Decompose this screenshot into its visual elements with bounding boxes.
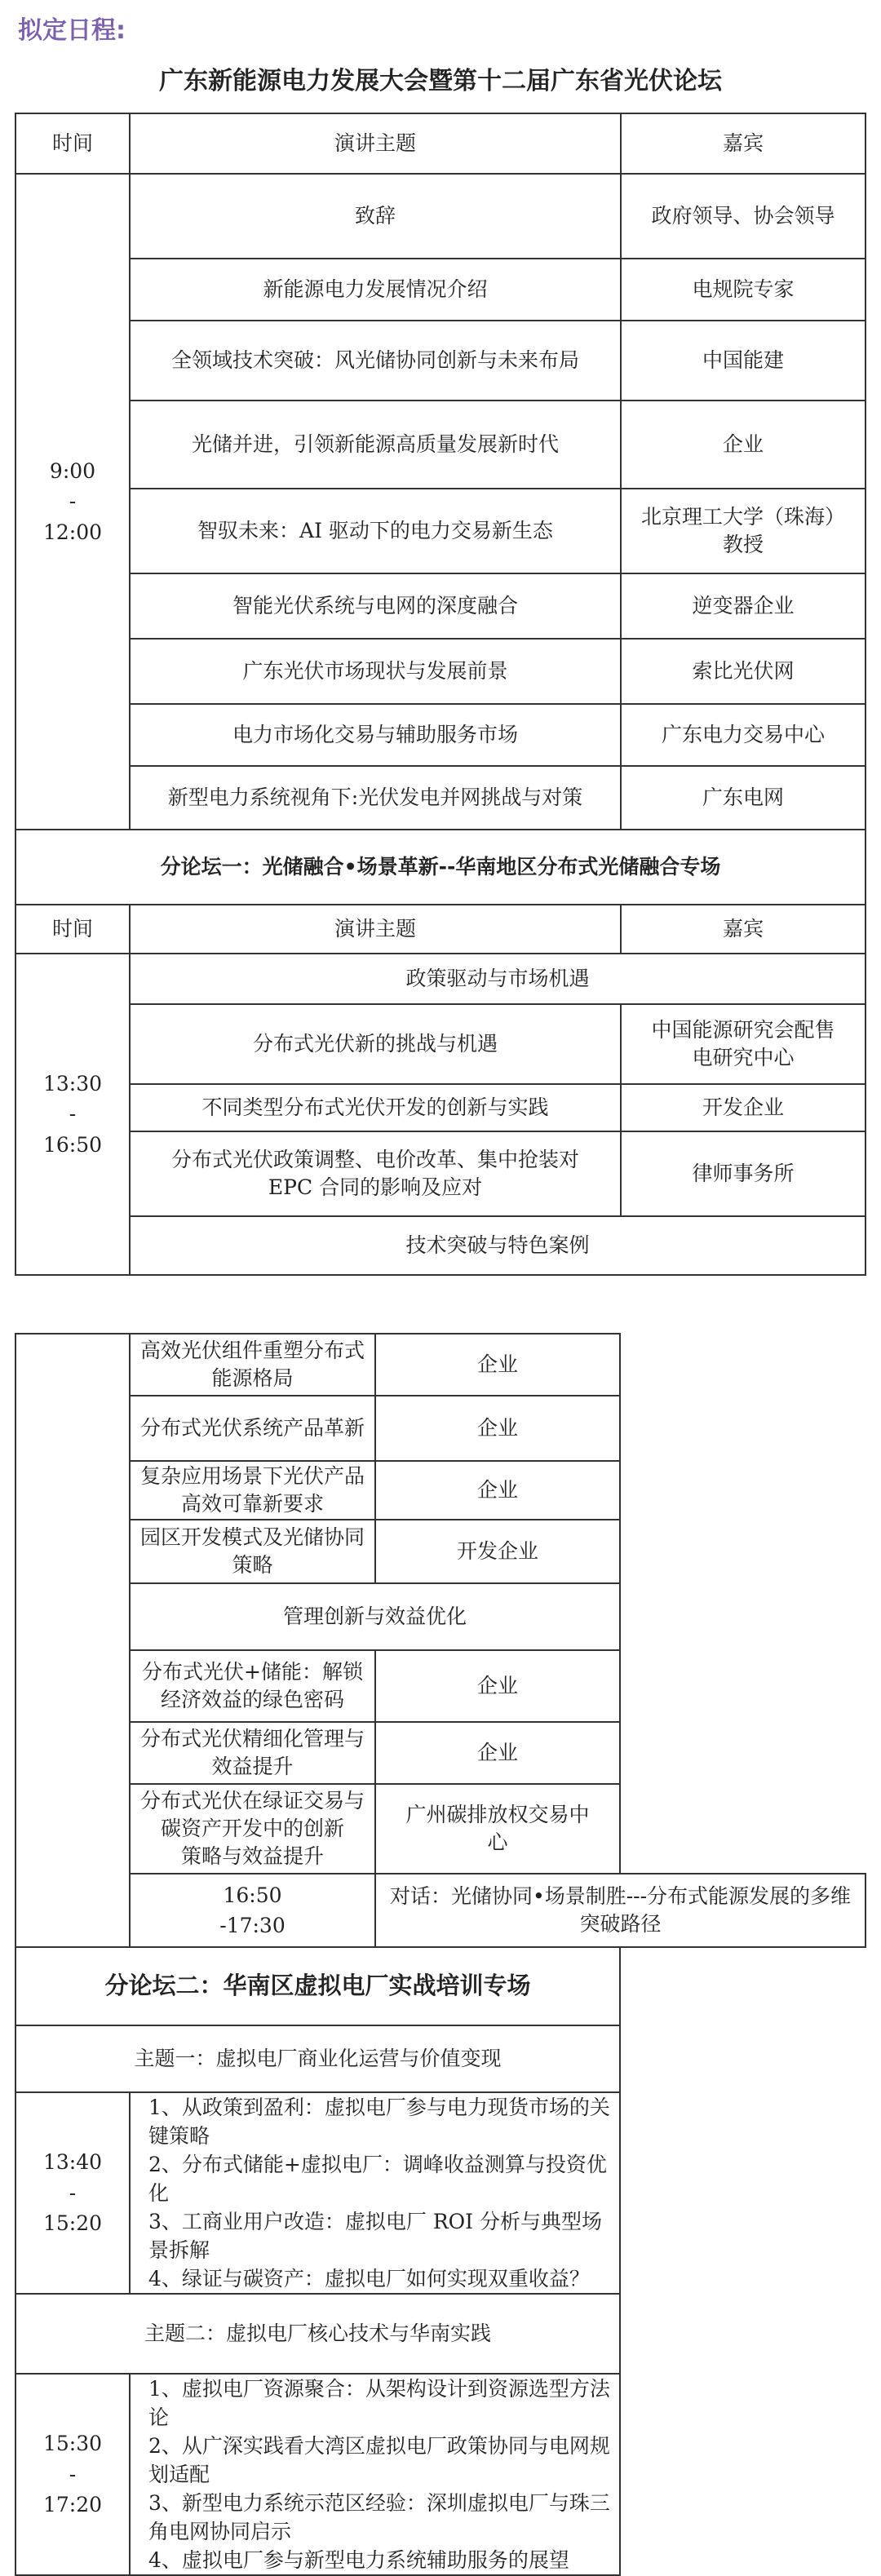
table-row [15,401,866,489]
guest-cell: 中国能源研究会配售 电研究中心 [621,1004,866,1084]
guest-cell: 律师事务所 [621,1131,866,1216]
table-row [15,489,866,573]
topic-cell: 光储并进，引领新能源高质量发展新时代 [130,401,621,489]
topic-cell: 电力市场化交易与辅助服务市场 [130,704,621,766]
table-row [15,1722,866,1784]
topic-cell: 分布式光伏新的挑战与机遇 [130,1004,621,1084]
forum2-title: 分论坛二：华南区虚拟电厂实战培训专场 [15,1947,620,2025]
forum1-title-row [15,830,866,905]
section-row [15,1216,866,1275]
dialogue-row [15,1874,866,1947]
guest-cell: 开发企业 [375,1520,620,1583]
guest-cell: 企业 [375,1461,620,1520]
schedule-heading: 拟定日程: [18,16,126,45]
topic-cell: 复杂应用场景下光伏产品高效可靠新要求 [130,1461,375,1520]
guest-cell: 广州碳排放权交易中 心 [375,1784,620,1874]
topic-cell: 全领域技术突破：风光储协同创新与未来布局 [130,321,621,401]
table-row [15,639,866,704]
topic-cell: 分布式光伏+储能：解锁经济效益的绿色密码 [130,1650,375,1722]
block1-time: 13:40 - 15:20 [15,2092,130,2294]
morning-time: 9:00 - 12:00 [15,174,130,830]
list-item: 3、工商业用户改造：虚拟电厂 ROI 分析与典型场景拆解 [148,2210,602,2262]
topic-cell: 广东光伏市场现状与发展前景 [130,639,621,704]
guest-cell: 企业 [375,1650,620,1722]
list-item: 1、虚拟电厂资源聚合：从架构设计到资源选型方法论 [148,2377,610,2429]
topic-cell: 分布式光伏精细化管理与效益提升 [130,1722,375,1784]
table-row [15,1396,866,1461]
topic-cell: 分布式光伏系统产品革新 [130,1396,375,1461]
theme-row [15,2294,866,2374]
table-row [15,573,866,639]
header-guest: 嘉宾 [621,113,866,174]
section-title: 管理创新与效益优化 [130,1583,620,1650]
guest-cell: 政府领导、协会领导 [621,174,866,259]
list-item: 4、虚拟电厂参与新型电力系统辅助服务的展望 [148,2548,569,2572]
section-title: 政策驱动与市场机遇 [130,954,866,1004]
topic-cell: 高效光伏组件重塑分布式能源格局 [130,1334,375,1396]
forum1-time: 13:30 - 16:50 [15,954,130,1275]
list-item: 1、从政策到盈利：虚拟电厂参与电力现货市场的关键策略 [148,2096,610,2148]
theme1-list [130,2092,620,2294]
header-topic: 演讲主题 [130,113,621,174]
forum2-title-row [15,1947,866,2025]
guest-cell: 北京理工大学（珠海） 教授 [621,489,866,573]
table-row [15,1520,866,1583]
table-row [15,1004,866,1084]
topic-cell: 新能源电力发展情况介绍 [130,259,621,321]
table-row [15,1784,866,1874]
topic-cell: 园区开发模式及光储协同策略 [130,1520,375,1583]
guest-cell: 广东电力交易中心 [621,704,866,766]
topic-cell: 分布式光伏在绿证交易与碳资产开发中的创新 策略与效益提升 [130,1784,375,1874]
header-topic: 演讲主题 [130,905,621,954]
guest-cell: 企业 [621,401,866,489]
list-item: 2、分布式储能+虚拟电厂：调峰收益测算与投资优化 [148,2153,607,2205]
guest-cell: 企业 [375,1396,620,1461]
table-row [15,1131,866,1216]
topic-cell: 智驭未来：AI 驱动下的电力交易新生态 [130,489,621,573]
list-item: 4、绿证与碳资产：虚拟电厂如何实现双重收益？ [148,2267,590,2291]
topic-cell: 分布式光伏政策调整、电价改革、集中抢装对 EPC 合同的影响及应对 [130,1131,621,1216]
block2-time: 15:30 - 17:20 [15,2374,130,2575]
table-row [15,259,866,321]
schedule-table-2 [15,1333,866,2576]
guest-cell: 企业 [375,1722,620,1784]
topic-cell: 智能光伏系统与电网的深度融合 [130,573,621,639]
page-title: 广东新能源电力发展大会暨第十二届广东省光伏论坛 [159,67,722,95]
dialogue-time: 16:50 -17:30 [130,1874,375,1947]
table-row [15,1650,866,1722]
section-row [15,1583,866,1650]
table-row [15,174,866,259]
header-guest: 嘉宾 [621,905,866,954]
guest-cell: 广东电网 [621,766,866,830]
theme1-title: 主题一：虚拟电厂商业化运营与价值变现 [15,2025,620,2092]
list-item: 2、从广深实践看大湾区虚拟电厂政策协同与电网规划适配 [148,2434,610,2486]
table-row [15,321,866,401]
guest-cell: 开发企业 [621,1084,866,1131]
theme-row [15,2025,866,2092]
forum1-title: 分论坛一：光储融合•场景革新--华南地区分布式光储融合专场 [15,830,866,905]
theme2-list [130,2374,620,2575]
list-item: 3、新型电力系统示范区经验：深圳虚拟电厂与珠三角电网协同启示 [148,2491,610,2543]
header-time: 时间 [15,113,130,174]
table-row [15,704,866,766]
dialogue-topic: 对话：光储协同•场景制胜---分布式能源发展的多维突破路径 [375,1874,866,1947]
table-row [15,1334,866,1396]
table-row [15,1461,866,1520]
guest-cell: 电规院专家 [621,259,866,321]
topic-cell: 不同类型分布式光伏开发的创新与实践 [130,1084,621,1131]
time-cell-continued [15,1334,130,1947]
header-time: 时间 [15,905,130,954]
header-row [15,905,866,954]
table-row [15,1084,866,1131]
theme2-block [15,2374,866,2575]
guest-cell: 企业 [375,1334,620,1396]
topic-cell: 致辞 [130,174,621,259]
theme1-block [15,2092,866,2294]
section-row [15,954,866,1004]
guest-cell: 索比光伏网 [621,639,866,704]
section-title: 技术突破与特色案例 [130,1216,866,1275]
header-row [15,113,866,174]
topic-cell: 新型电力系统视角下:光伏发电并网挑战与对策 [130,766,621,830]
guest-cell: 逆变器企业 [621,573,866,639]
table-row [15,766,866,830]
schedule-table-1 [15,113,866,1276]
theme2-title: 主题二：虚拟电厂核心技术与华南实践 [15,2294,620,2374]
guest-cell: 中国能建 [621,321,866,401]
